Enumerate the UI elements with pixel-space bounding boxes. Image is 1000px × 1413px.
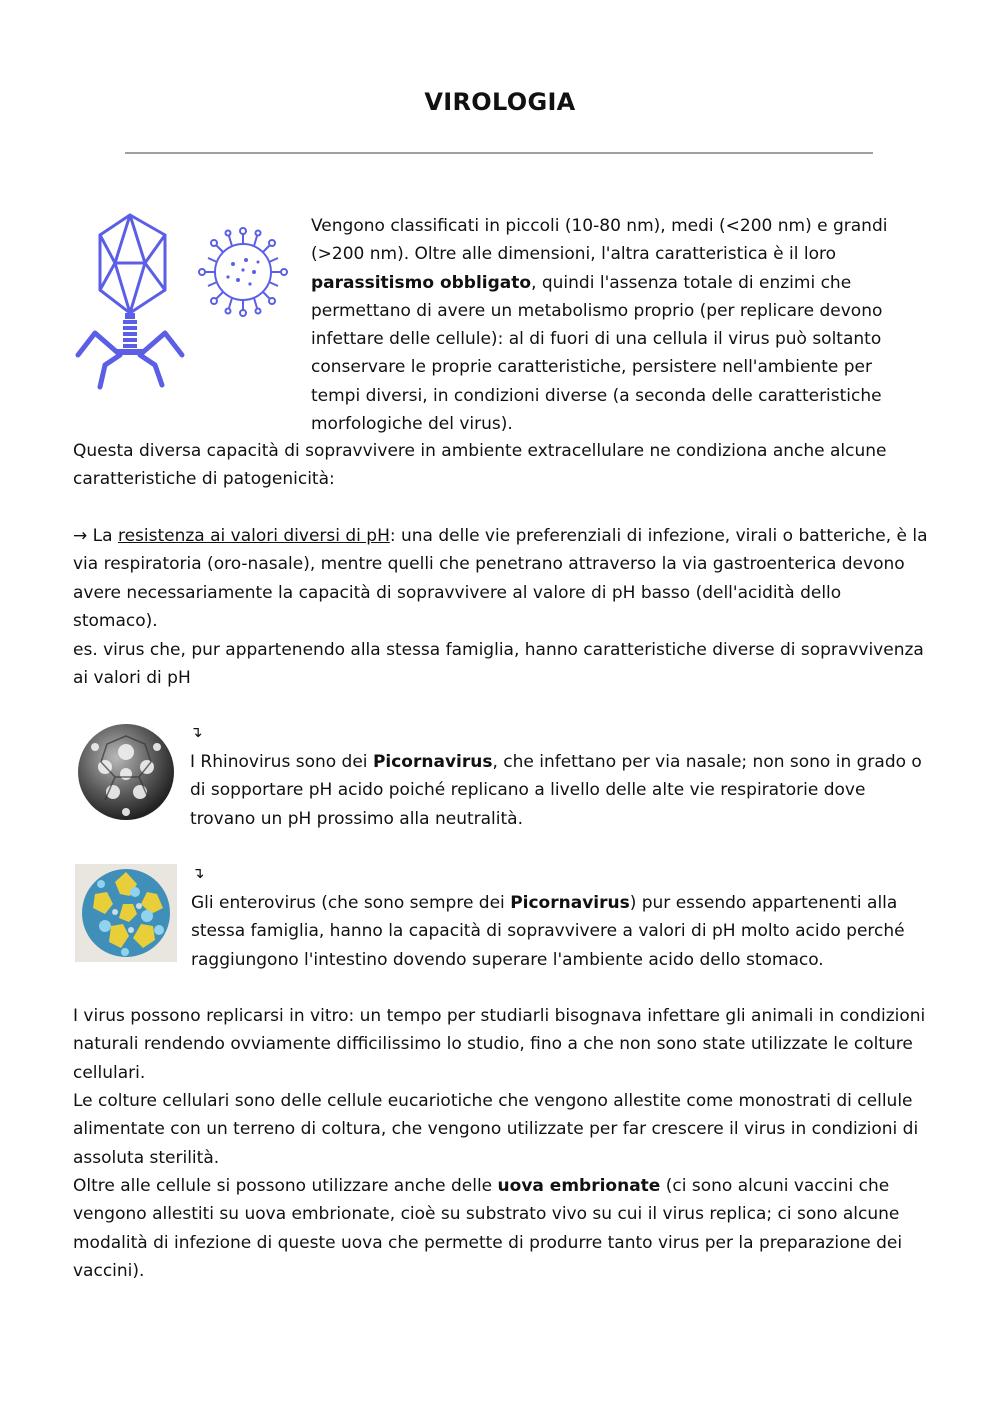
arrow-lead: → La [73, 526, 118, 546]
paragraph-ph-resistance [73, 522, 928, 635]
entero-text-2: ) pur essendo appartenenti alla stessa famiglia, hanno la capacità di sopravvivere a valori di pH molto acido perché raggiungono l'intestino dovendo superare l'ambiente acido dello stomaco. [191, 893, 905, 970]
eggs-text-1: Oltre alle cellule si possono utilizzare anche delle [73, 1176, 498, 1196]
ph-resistance-text: : una delle vie preferenziali di infezione, virali o batteriche, è la via respiratoria (oro-nasale), mentre quelli che penetrano attraverso la via gastroenterica devono avere necessariamente la capacità di sopravvivere al valore di pH basso (dell'acidità dello stomaco). [73, 526, 928, 631]
entero-bold-term: Picornavirus [510, 893, 630, 913]
paragraph-enterovirus [191, 889, 926, 974]
intro-text-2: , quindi l'assenza totale di enzimi che permettano di avere un metabolismo proprio (per replicare devono infettare delle cellule): al di fuori di una cellula il virus può soltanto conservare le proprie caratteristiche, persistere nell'ambiente per tempi diversi, in condizioni diverse (a seconda delle caratteristiche morfologiche del virus). [311, 272, 883, 435]
rhino-bold-term: Picornavirus [372, 752, 493, 772]
virion-illustration [188, 222, 298, 322]
paragraph-survival: Questa diversa capacità di sopravvivere in ambiente extracellulare ne condiziona anche alcune caratteristiche di patogenicità: [73, 441, 887, 490]
eggs-bold-term: uova embrionate [497, 1176, 661, 1196]
entero-text-1: Gli enterovirus (che sono sempre dei [191, 893, 511, 913]
page-title: VIROLOGIA [424, 88, 576, 116]
paragraph-embryonated-eggs [73, 1172, 928, 1285]
title-divider [125, 152, 873, 154]
entero-arrow: ↴ [192, 864, 205, 882]
paragraph-in-vitro: I virus possono replicarsi in vitro: un tempo per studiarli bisognava infettare gli animali in condizioni naturali rendendo ovviamente difficilissimo lo studio, fino a che non sono state utilizzate le colture cellulari. [73, 1006, 926, 1083]
paragraph-rhinovirus [190, 748, 925, 833]
eggs-text-2: (ci sono alcuni vaccini che vengono allestiti su uova embrionate, cioè su substrato vivo su cui il virus replica; ci sono alcune modalità di infezione di queste uova che permette di produrre tanto virus per la preparazione dei vaccini). [73, 1176, 903, 1281]
enterovirus-image [75, 864, 177, 962]
rhino-arrow: ↴ [190, 723, 203, 741]
intro-bold-term: parassitismo obbligato [311, 272, 532, 293]
underlined-term: resistenza ai valori diversi di pH [117, 526, 390, 546]
intro-paragraph [311, 212, 916, 438]
paragraph-cell-cultures: Le colture cellulari sono delle cellule eucariotiche che vengono allestite come monostrati di cellule alimentate con un terreno di coltura, che vengono utilizzate per far crescere il virus in condizioni di assoluta sterilità. [73, 1091, 919, 1168]
paragraph-example: es. virus che, pur appartenendo alla stessa famiglia, hanno caratteristiche diverse di sopravvivenza ai valori di pH [73, 640, 924, 689]
rhino-text-2: , che infettano per via nasale; non sono in grado o di sopportare pH acido poiché replicano a livello delle alte vie respiratorie dove trovano un pH prossimo alla neutralità. [190, 752, 922, 829]
intro-text-1: Vengono classificati in piccoli (10-80 nm), medi (<200 nm) e grandi (>200 nm). Oltre alle dimensioni, l'altra caratteristica è il loro [311, 216, 888, 265]
rhino-text-1: I Rhinovirus sono dei [190, 752, 373, 772]
rhinovirus-image [75, 722, 177, 822]
